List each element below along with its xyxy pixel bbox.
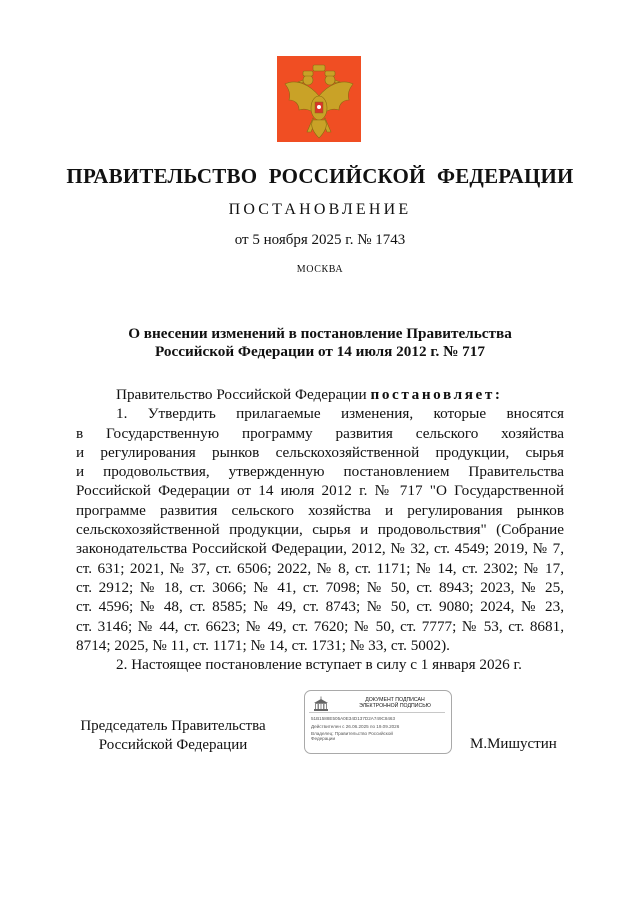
document-date-number: от 5 ноября 2025 г. № 1743 bbox=[234, 232, 406, 248]
intro-paragraph bbox=[76, 385, 564, 404]
position-line: Председатель Правительства bbox=[80, 718, 266, 734]
paragraph-line: Российской Федерации от 14 июля 2012 г. № 717 "О Государственной bbox=[76, 482, 564, 500]
government-building-icon bbox=[313, 696, 329, 712]
certificate-validity: Действителен с 26.06.2025 по 19.09.2026 bbox=[311, 724, 400, 729]
stamp-title: ДОКУМЕНТ ПОДПИСАН bbox=[365, 697, 425, 703]
document-body bbox=[76, 385, 564, 674]
stamp-divider bbox=[309, 712, 445, 713]
paragraph-line: ст. 2912; № 18, ст. 3066; № 41, ст. 7098; № 50, ст. 8943; 2023, № 25, bbox=[76, 578, 564, 596]
paragraph-line: 1. Утвердить прилагаемые изменения, которые вносятся bbox=[116, 405, 564, 423]
paragraph-line: сельскохозяйственной продукции, сырья и продовольствия" (Собрание bbox=[76, 521, 564, 539]
certificate-owner: Федерации bbox=[311, 736, 336, 741]
coat-of-arms-emblem bbox=[277, 56, 361, 142]
paragraph-line: 8714; 2025, № 11, ст. 1171; № 14, ст. 1731; № 33, ст. 5002). bbox=[76, 636, 450, 654]
certificate-number: 51B1588E505A0E34D137D2A749C8463 bbox=[311, 716, 396, 721]
document-type: ПОСТАНОВЛЕНИЕ bbox=[228, 201, 412, 218]
paragraph-line: ст. 4596; № 48, ст. 8585; № 49, ст. 8743; № 50, ст. 9080; 2024, № 23, bbox=[76, 598, 564, 616]
title-line: О внесении изменений в постановление Правительства bbox=[128, 325, 512, 342]
paragraph-line: и регулирования рынков сельскохозяйственной продукции, сырья bbox=[76, 443, 564, 461]
paragraph-line: программе развития сельского хозяйства и регулирования рынков bbox=[76, 501, 564, 519]
intro-decision-word: постановляет: bbox=[370, 386, 503, 403]
paragraph-line: законодательства Российской Федерации, 2012, № 32, ст. 4549; 2019, № 7, bbox=[76, 540, 564, 558]
paragraph-line: ст. 3146; № 44, ст. 6623; № 49, ст. 7620; № 50, ст. 7777; № 53, ст. 8681, bbox=[76, 617, 564, 635]
paragraph-line: 2. Настоящее постановление вступает в силу с 1 января 2026 г. bbox=[116, 656, 522, 674]
document-city: МОСКВА bbox=[296, 264, 344, 275]
signatory-name: М.Мишустин bbox=[470, 736, 557, 752]
certificate-owner: Владелец: Правительство Российской bbox=[311, 731, 393, 736]
government-heading: ПРАВИТЕЛЬСТВО РОССИЙСКОЙ ФЕДЕРАЦИИ bbox=[66, 164, 574, 188]
stamp-title: ЭЛЕКТРОННОЙ ПОДПИСЬЮ bbox=[359, 703, 431, 709]
signatory-position bbox=[78, 717, 268, 755]
document-title bbox=[0, 325, 640, 361]
paragraph-line: ст. 631; 2021, № 37, ст. 6506; 2022, № 8, ст. 1171; № 14, ст. 2302; № 17, bbox=[76, 559, 564, 577]
title-line: Российской Федерации от 14 июля 2012 г. № 717 bbox=[155, 343, 485, 360]
electronic-signature-stamp bbox=[304, 690, 452, 754]
double-headed-eagle-icon bbox=[277, 56, 361, 142]
paragraph-line: и продовольствия, утвержденную постановлением Правительства bbox=[76, 463, 564, 481]
intro-text: Правительство Российской Федерации bbox=[116, 386, 367, 403]
position-line: Российской Федерации bbox=[98, 737, 248, 753]
paragraph-line: в Государственную программу развития сельского хозяйства bbox=[76, 424, 564, 442]
